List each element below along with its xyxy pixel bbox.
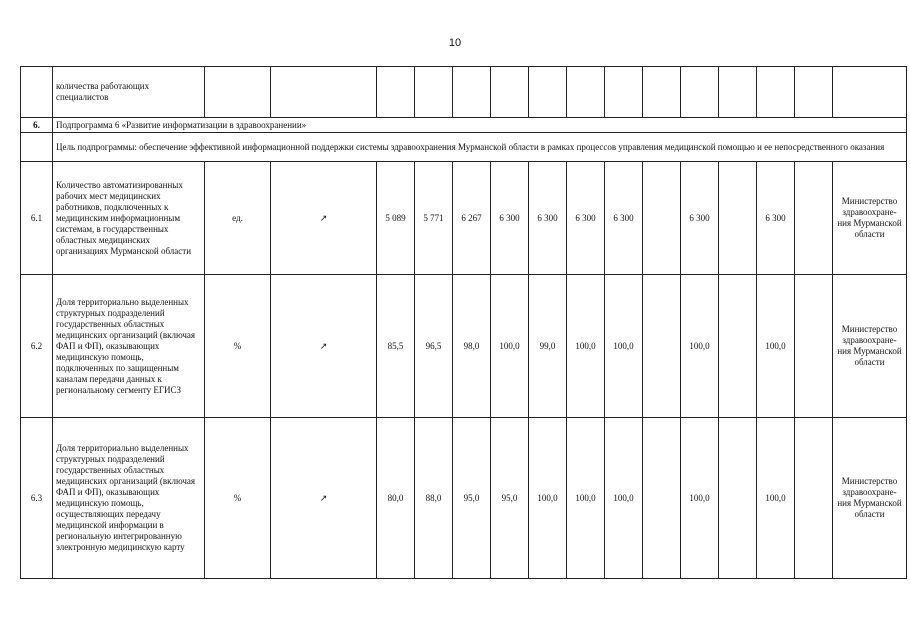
value-cell: 6 300 — [529, 162, 567, 275]
value-cell: 6 300 — [491, 162, 529, 275]
table-row — [21, 418, 907, 579]
value-cell: 80,0 — [377, 418, 415, 579]
indicator-name: Доля территориально выделенных структурных подразделений государственных областных медицинских организаций (включая ФАП и ФП), оказывающих медицинскую помощь, осуществляющих передачу медицинской информации в региональную интегрированную электронную медицинскую карту — [53, 418, 205, 579]
table-row — [21, 162, 907, 275]
responsible-body: Министерство здравоохране-ния Мурманской области — [833, 275, 907, 418]
value-cell: 6 300 — [567, 162, 605, 275]
value-cell: 100,0 — [681, 275, 719, 418]
indicators-table — [20, 66, 907, 579]
value-cell: 85,5 — [377, 275, 415, 418]
row-number: 6.3 — [21, 418, 53, 579]
responsible-body: Министерство здравоохране-ния Мурманской области — [833, 162, 907, 275]
subprogram-goal: Цель подпрограммы: обеспечение эффективной информационной поддержки системы здравоохранения Мурманской области в рамках процессов управления медицинской помощью и ее непосредственного оказания — [53, 133, 907, 162]
value-cell: 98,0 — [453, 275, 491, 418]
value-cell: 100,0 — [567, 275, 605, 418]
unit: % — [205, 275, 271, 418]
indicator-name: Количество автоматизированных рабочих мест медицинских работников, подключенных к медицинским информационным системам, в государственных областных медицинских организациях Мурманской области — [53, 162, 205, 275]
value-cell: 100,0 — [605, 418, 643, 579]
unit: ед. — [205, 162, 271, 275]
indicator-name: Доля территориально выделенных структурных подразделений государственных областных медицинских организаций (включая ФАП и ФП), оказывающих медицинскую помощь, подключенных по защищенным каналам передачи данных к региональному сегменту ЕГИСЗ — [53, 275, 205, 418]
value-cell — [795, 162, 833, 275]
section-number: 6. — [21, 118, 53, 133]
value-cell: 95,0 — [453, 418, 491, 579]
value-cell: 100,0 — [605, 275, 643, 418]
trend-arrow-icon: ↗ — [271, 418, 377, 579]
value-cell: 5 771 — [415, 162, 453, 275]
value-cell — [795, 418, 833, 579]
value-cell: 6 300 — [681, 162, 719, 275]
value-cell: 6 267 — [453, 162, 491, 275]
table-row — [21, 275, 907, 418]
value-cell: 100,0 — [757, 275, 795, 418]
value-cell: 100,0 — [491, 275, 529, 418]
value-cell — [795, 275, 833, 418]
row-number: 6.2 — [21, 275, 53, 418]
value-cell: 88,0 — [415, 418, 453, 579]
row-number: 6.1 — [21, 162, 53, 275]
value-cell: 100,0 — [681, 418, 719, 579]
goal-row — [21, 133, 907, 162]
unit: % — [205, 418, 271, 579]
value-cell — [643, 162, 681, 275]
responsible-body: Министерство здравоохране-ния Мурманской области — [833, 418, 907, 579]
indicator-name: количества работающих специалистов — [53, 67, 205, 118]
section-title: Подпрограмма 6 «Развитие информатизации в здравоохранении» — [53, 118, 907, 133]
value-cell: 6 300 — [757, 162, 795, 275]
value-cell: 100,0 — [529, 418, 567, 579]
value-cell — [719, 162, 757, 275]
value-cell — [643, 418, 681, 579]
value-cell: 6 300 — [605, 162, 643, 275]
value-cell — [719, 275, 757, 418]
value-cell: 100,0 — [757, 418, 795, 579]
trend-arrow-icon: ↗ — [271, 275, 377, 418]
trend-arrow-icon: ↗ — [271, 162, 377, 275]
value-cell: 96,5 — [415, 275, 453, 418]
value-cell — [643, 275, 681, 418]
table-row-top — [21, 67, 907, 118]
value-cell: 5 089 — [377, 162, 415, 275]
value-cell: 95,0 — [491, 418, 529, 579]
page-number: 10 — [448, 37, 462, 49]
value-cell — [719, 418, 757, 579]
value-cell: 99,0 — [529, 275, 567, 418]
value-cell: 100,0 — [567, 418, 605, 579]
section-row — [21, 118, 907, 133]
